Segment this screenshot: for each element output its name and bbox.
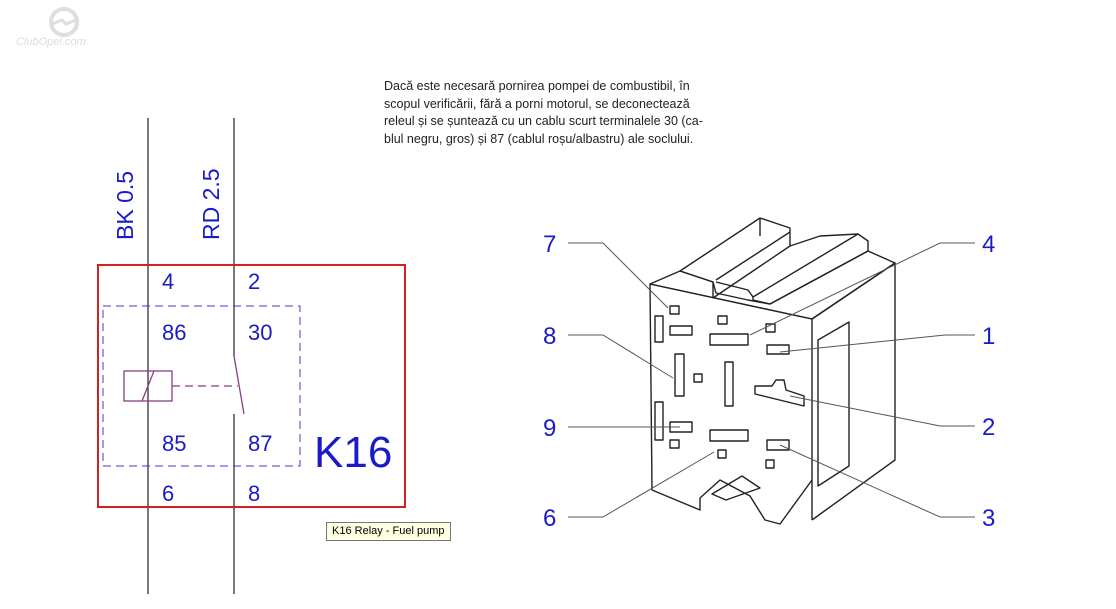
leader-7 [568,243,668,308]
callout-2: 2 [982,414,996,441]
pin-30: 30 [248,320,273,345]
pin-4: 4 [162,269,175,294]
relay-socket-drawing [650,218,895,524]
watermark-text: ClubOpel.com [16,36,86,48]
pin-6: 6 [162,481,175,506]
callout-4: 4 [982,231,996,258]
callout-8: 8 [543,323,557,350]
pin-87: 87 [248,431,273,456]
callout-leaders [568,243,975,517]
leader-1 [780,335,975,352]
instruction-line: blul negru, gros) și 87 (cablul roșu/albastru) ale soclului. [384,131,694,146]
pin-2: 2 [248,269,261,294]
leader-3 [780,445,975,517]
instruction-line: releul și se șuntează cu un cablu scurt terminalele 30 (ca- [384,114,703,128]
switch-contact [234,356,244,414]
component-id: K16 [314,428,393,477]
pin-85: 85 [162,431,187,456]
wire-label-rd: RD 2.5 [198,168,224,240]
wire-label-bk: BK 0.5 [112,170,138,240]
callout-6: 6 [543,505,557,532]
pin-86: 86 [162,320,187,345]
socket-callouts [543,231,995,532]
callout-1: 1 [982,323,996,350]
callout-9: 9 [543,415,557,442]
instruction-paragraph [384,78,762,148]
leader-4 [750,243,975,335]
watermark-logo [51,9,77,35]
instruction-line: scopul verificării, fără a porni motorul, se deconectează [384,96,690,111]
component-tooltip: K16 Relay - Fuel pump [326,522,451,541]
pin-8: 8 [248,481,261,506]
callout-7: 7 [543,231,557,258]
callout-3: 3 [982,505,996,532]
instruction-line: Dacă este necesară pornirea pompei de combustibil, în [384,79,690,93]
